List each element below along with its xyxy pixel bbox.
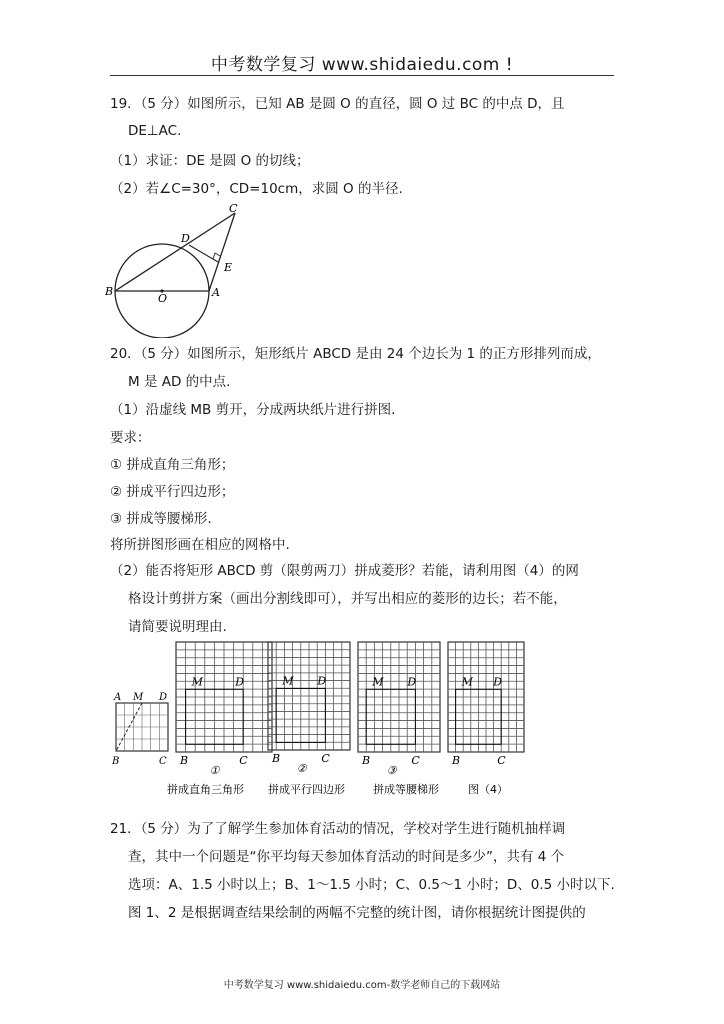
q20-grid-figure [108, 640, 528, 800]
grid-3-label-m: M [372, 675, 384, 689]
grid-2-label-m: M [282, 674, 294, 688]
q21-line3: 选项：A、1.5 小时以上；B、1～1.5 小时；C、0.5～1 小时；D、0.5 小时以下. [128, 877, 615, 893]
q20-sub1: （1）沿虚线 MB 剪开，分成两块纸片进行拼图. [110, 402, 396, 418]
grid-2-label-d: D [317, 674, 327, 688]
label-b: B [105, 285, 114, 298]
grid-3-label-b: B [362, 754, 371, 767]
grid-4-label-d: D [493, 675, 503, 689]
grid-3-number: ③ [386, 764, 397, 777]
grid-panel-3 [358, 642, 440, 777]
small-label-a: A [114, 692, 122, 703]
q19-line2: DE⊥AC. [128, 123, 182, 139]
grid-panel-4 [448, 642, 524, 767]
grid-2-number: ② [296, 762, 307, 775]
q20-sub2-line1: （2）能否将矩形 ABCD 剪（限剪两刀）拼成菱形？若能，请利用图（4）的网 [110, 563, 579, 579]
grid-1-label-d: D [235, 675, 245, 689]
small-label-m: M [133, 692, 144, 703]
q20-line2: M 是 AD 的中点. [128, 374, 231, 390]
q19-sub1: （1）求证：DE 是圆 O 的切线； [110, 153, 310, 169]
grid-3-label-c: C [411, 754, 420, 767]
q20-sub2-line2: 格设计剪拼方案（画出分割线即可），并写出相应的菱形的边长；若不能， [128, 591, 567, 607]
small-label-b: B [112, 756, 120, 767]
label-d: D [181, 232, 190, 245]
q20-req-3: ③ 拼成等腰梯形. [110, 511, 212, 527]
right-angle-mark [213, 253, 220, 259]
q20-draw-instruction: 将所拼图形画在相应的网格中. [110, 537, 290, 553]
label-c: C [229, 202, 238, 215]
q20-line1: 20．（5 分）如图所示，矩形纸片 ABCD 是由 24 个边长为 1 的正方形排列而成， [110, 346, 601, 362]
grid-2-label-c: C [321, 752, 330, 765]
grid-1-number: ① [209, 764, 220, 777]
caption-parallelogram: 拼成平行四边形 [268, 783, 345, 796]
segment-de [189, 245, 218, 262]
grid-1-label-c: C [239, 754, 248, 767]
grid-2-label-b: B [272, 752, 281, 765]
label-a: A [212, 286, 220, 299]
grid-1-label-b: B [180, 754, 189, 767]
small-label-d: D [159, 692, 168, 703]
grid-3-label-d: D [407, 675, 417, 689]
grid-4-label-b: B [452, 754, 461, 767]
grid-panel-1 [176, 642, 272, 777]
q19-line1: 19．（5 分）如图所示，已知 AB 是圆 O 的直径，圆 O 过 BC 的中点 D，且 [110, 96, 565, 112]
caption-figure-4: 图（4） [468, 783, 508, 796]
q20-req-2: ② 拼成平行四边形； [110, 484, 235, 500]
q21-line4: 图 1、2 是根据调查结果绘制的两幅不完整的统计图，请你根据统计图提供的 [128, 905, 586, 921]
header-divider [110, 75, 614, 76]
q20-requirements-label: 要求： [110, 430, 151, 446]
label-o: O [158, 292, 168, 305]
small-rectangle-abcd [111, 692, 168, 767]
grid-1-label-m: M [191, 675, 203, 689]
segment-bc [115, 213, 235, 291]
label-e: E [224, 261, 233, 274]
q21-line1: 21．（5 分）为了了解学生参加体育活动的情况，学校对学生进行随机抽样调 [110, 821, 566, 837]
caption-isosceles-trapezoid: 拼成等腰梯形 [373, 783, 439, 796]
small-label-c: C [159, 756, 167, 767]
q19-sub2: （2）若∠C=30°，CD=10cm，求圆 O 的半径. [110, 181, 403, 197]
grid-4-label-m: M [461, 675, 473, 689]
page-footer: 中考数学复习 www.shidaiedu.com-数学老师自己的下载网站 [223, 980, 501, 991]
q19-circle-figure [105, 198, 255, 338]
q21-line2: 查，其中一个问题是“你平均每天参加体育活动的时间是多少”，共有 4 个 [128, 849, 565, 865]
caption-right-triangle: 拼成直角三角形 [167, 783, 244, 796]
q20-req-1: ① 拼成直角三角形； [110, 457, 235, 473]
q20-sub2-line3: 请简要说明理由. [128, 619, 227, 635]
page-header-title: 中考数学复习 www.shidaiedu.com ! [210, 55, 514, 75]
grid-panel-2 [268, 642, 350, 775]
segment-ac [209, 213, 235, 291]
grid-4-label-c: C [497, 754, 506, 767]
